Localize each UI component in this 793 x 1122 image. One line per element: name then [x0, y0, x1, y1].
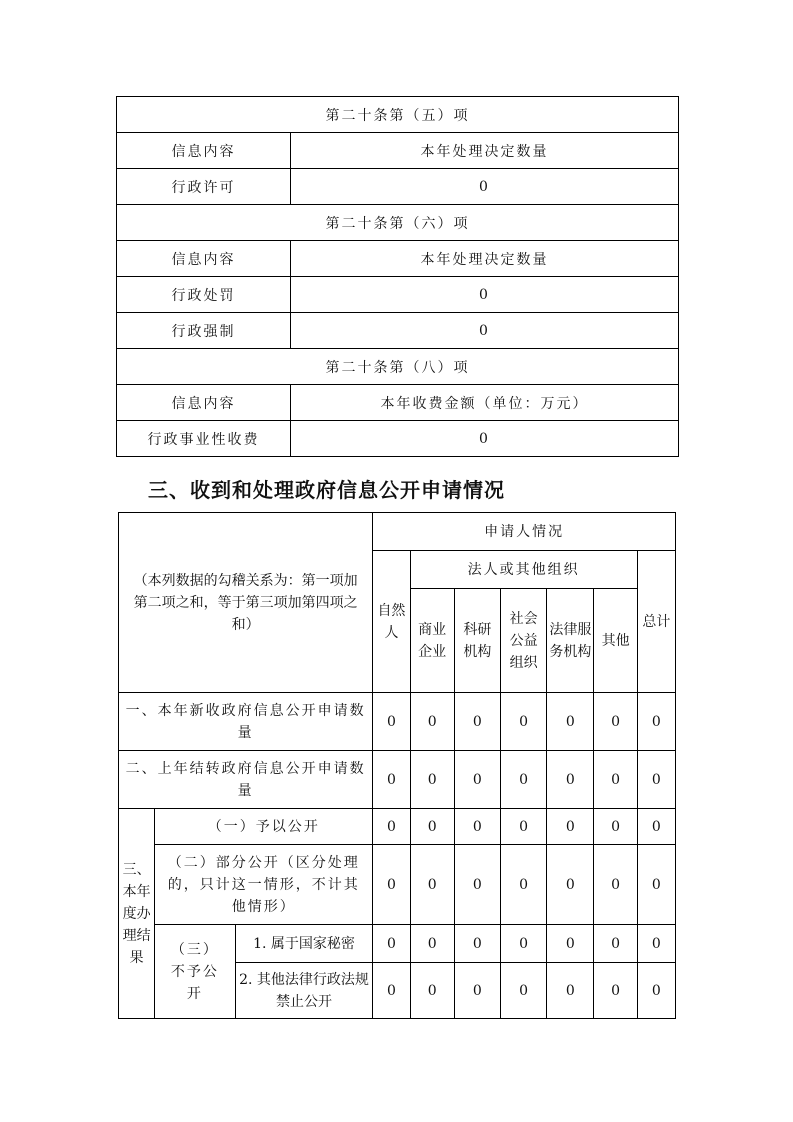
- row-label: 行政强制: [117, 313, 291, 349]
- cell-value: 0: [547, 925, 594, 963]
- cell-value: 0: [410, 925, 454, 963]
- cell-value: 0: [637, 963, 675, 1019]
- legal-group-header: 法人或其他组织: [410, 551, 637, 589]
- row-label: 行政事业性收费: [117, 421, 291, 457]
- row-label: （二）部分公开（区分处理的，只计这一情形，不计其他情形）: [155, 845, 373, 925]
- cell-value: 0: [454, 963, 500, 1019]
- header-count: 本年处理决定数量: [291, 241, 679, 277]
- cell-value: 0: [594, 751, 637, 809]
- applicant-header: 申请人情况: [373, 513, 676, 551]
- cell-value: 0: [373, 809, 410, 845]
- cell-value: 0: [501, 809, 547, 845]
- cell-value: 0: [454, 809, 500, 845]
- cell-value: 0: [547, 845, 594, 925]
- cell-value: 0: [454, 925, 500, 963]
- cell-value: 0: [373, 845, 410, 925]
- cell-value: 0: [547, 751, 594, 809]
- cell-value: 0: [547, 809, 594, 845]
- row-value: 0: [291, 277, 679, 313]
- cell-value: 0: [410, 845, 454, 925]
- cell-value: 0: [454, 693, 500, 751]
- not-public-label: （三）不予公开: [155, 925, 235, 1019]
- cell-value: 0: [373, 925, 410, 963]
- table-row: [119, 845, 676, 925]
- cell-value: 0: [501, 963, 547, 1019]
- header-info-content: 信息内容: [117, 133, 291, 169]
- cell-value: 0: [454, 845, 500, 925]
- disclosure-table-article20: [116, 96, 679, 457]
- cell-value: 0: [637, 925, 675, 963]
- cell-value: 0: [637, 809, 675, 845]
- cell-value: 0: [594, 693, 637, 751]
- row-label: 2. 其他法律行政法规禁止公开: [235, 963, 373, 1019]
- col-business: 商业企业: [410, 589, 454, 693]
- result-group-label: 三、本年度办理结果: [119, 809, 155, 1019]
- cell-value: 0: [410, 963, 454, 1019]
- col-other: 其他: [594, 589, 637, 693]
- header-info-content: 信息内容: [117, 241, 291, 277]
- header-amount: 本年收费金额（单位：万元）: [291, 385, 679, 421]
- col-research: 科研机构: [454, 589, 500, 693]
- row-label: 二、上年结转政府信息公开申请数量: [119, 751, 373, 809]
- cell-value: 0: [547, 693, 594, 751]
- cell-value: 0: [410, 809, 454, 845]
- table-row: [119, 751, 676, 809]
- cell-value: 0: [373, 751, 410, 809]
- row-value: 0: [291, 169, 679, 205]
- cell-value: 0: [547, 963, 594, 1019]
- row-label: （一）予以公开: [155, 809, 373, 845]
- header-info-content: 信息内容: [117, 385, 291, 421]
- header-count: 本年处理决定数量: [291, 133, 679, 169]
- cell-value: 0: [373, 693, 410, 751]
- section-title: 第二十条第（五）项: [117, 97, 679, 133]
- cell-value: 0: [501, 925, 547, 963]
- table-row: [119, 809, 676, 845]
- section-heading: 三、收到和处理政府信息公开申请情况: [148, 478, 505, 502]
- cell-value: 0: [594, 809, 637, 845]
- application-table: [118, 512, 676, 1019]
- row-label: 行政许可: [117, 169, 291, 205]
- row-label: 1. 属于国家秘密: [235, 925, 373, 963]
- total-header: 总计: [637, 551, 675, 693]
- cell-value: 0: [637, 751, 675, 809]
- col-public-welfare: 社会公益组织: [501, 589, 547, 693]
- cell-value: 0: [410, 693, 454, 751]
- reconciliation-note: （本列数据的勾稽关系为：第一项加第二项之和，等于第三项加第四项之和）: [119, 513, 373, 693]
- cell-value: 0: [501, 845, 547, 925]
- row-value: 0: [291, 421, 679, 457]
- cell-value: 0: [594, 845, 637, 925]
- row-label: 行政处罚: [117, 277, 291, 313]
- cell-value: 0: [594, 925, 637, 963]
- col-legal-service: 法律服务机构: [547, 589, 594, 693]
- cell-value: 0: [501, 693, 547, 751]
- cell-value: 0: [637, 693, 675, 751]
- row-value: 0: [291, 313, 679, 349]
- table-row: [119, 693, 676, 751]
- table-row: [119, 925, 676, 963]
- cell-value: 0: [454, 751, 500, 809]
- cell-value: 0: [594, 963, 637, 1019]
- row-label: 一、本年新收政府信息公开申请数量: [119, 693, 373, 751]
- natural-person-header: 自然人: [373, 551, 410, 693]
- cell-value: 0: [373, 963, 410, 1019]
- cell-value: 0: [410, 751, 454, 809]
- cell-value: 0: [637, 845, 675, 925]
- section-title: 第二十条第（八）项: [117, 349, 679, 385]
- section-title: 第二十条第（六）项: [117, 205, 679, 241]
- cell-value: 0: [501, 751, 547, 809]
